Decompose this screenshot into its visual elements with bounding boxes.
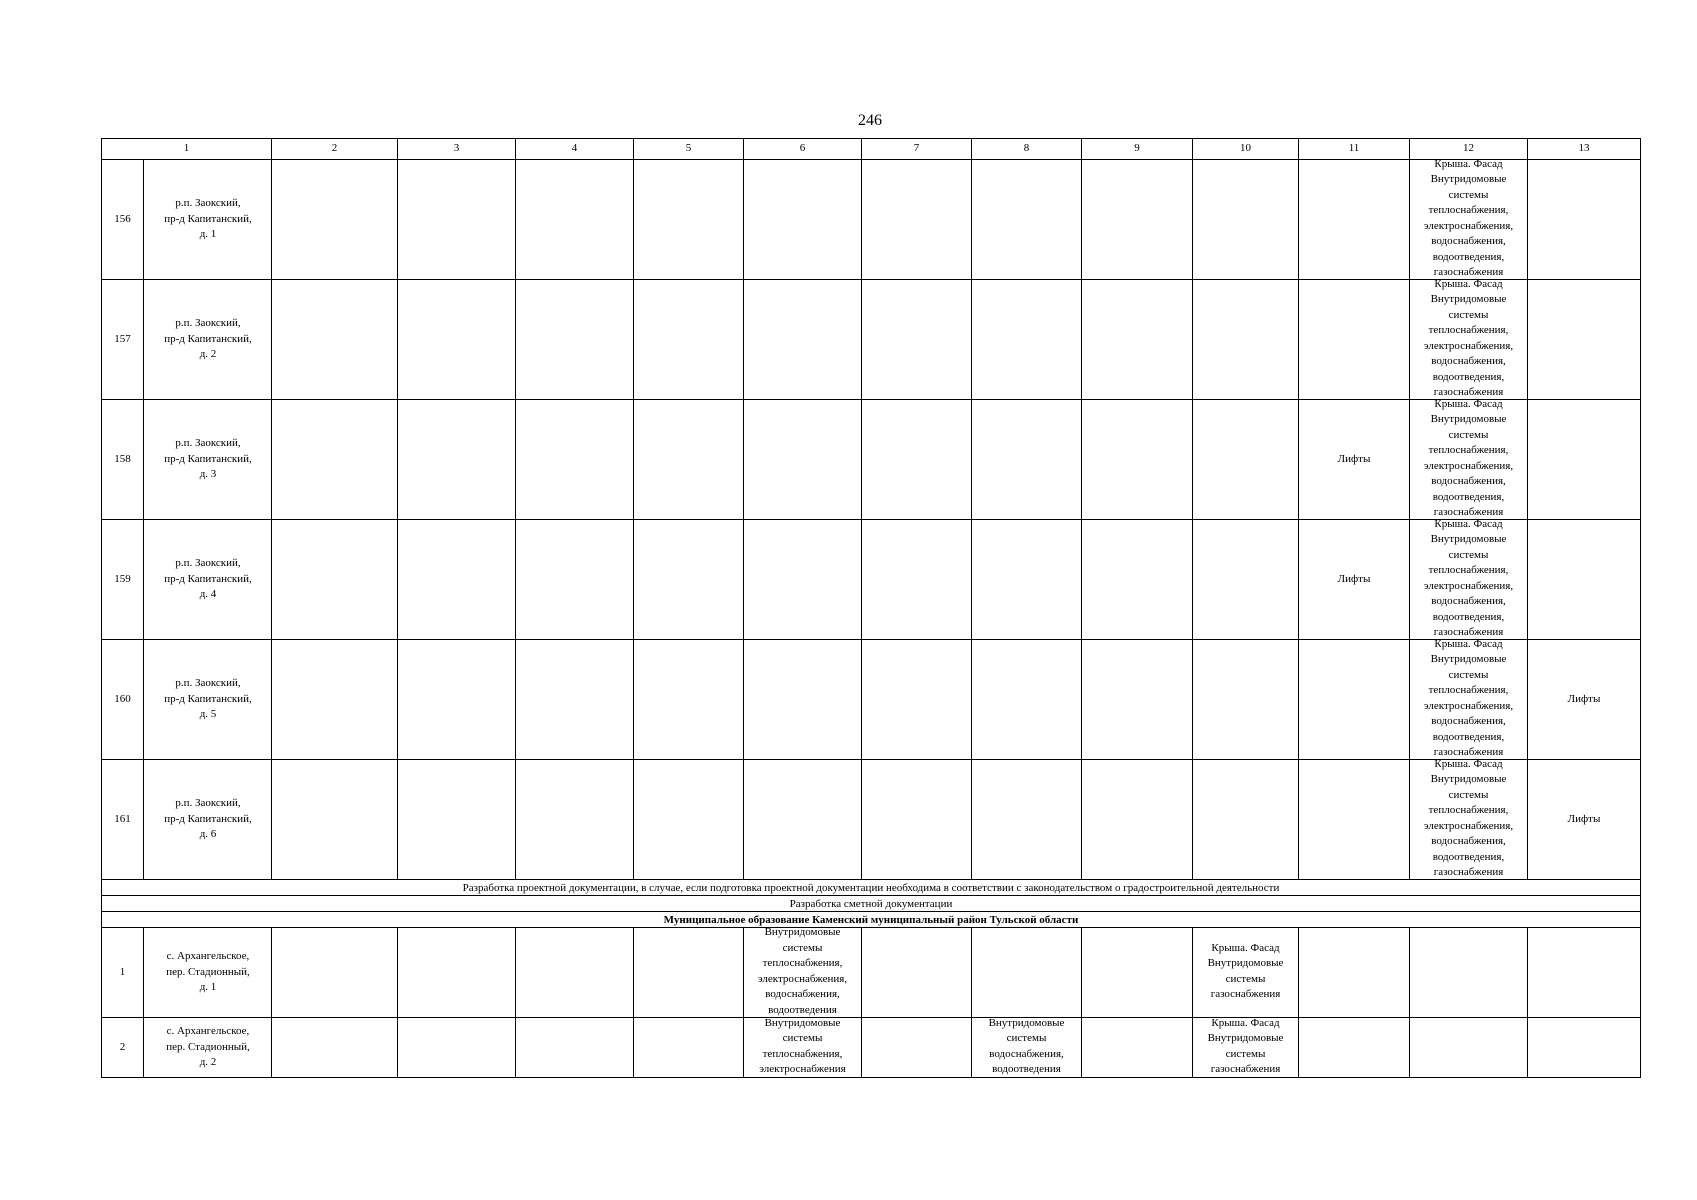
address-cell — [144, 640, 272, 760]
row-number: 156 — [102, 160, 144, 280]
address-cell — [144, 520, 272, 640]
column-number-11: 11 — [1299, 139, 1410, 160]
cell-col-7 — [862, 928, 972, 1018]
cell-col-2 — [272, 400, 398, 520]
table-row — [102, 280, 1641, 400]
section-band-row — [102, 912, 1641, 928]
address-line: д. 3 — [199, 468, 217, 481]
cell-line: Крыша. Фасад — [1434, 159, 1503, 170]
cell-col-6 — [744, 760, 862, 880]
cell-line: Крыша. Фасад — [1434, 759, 1503, 770]
cell-line: Внутридомовые — [1207, 957, 1284, 969]
cell-col-7 — [862, 1018, 972, 1078]
cell-col-6 — [744, 640, 862, 760]
cell-col-11 — [1299, 928, 1410, 1018]
cell-line: Внутридомовые — [1430, 293, 1507, 305]
cell-col-13 — [1528, 928, 1641, 1018]
cell-col-10 — [1193, 928, 1299, 1018]
cell-line: системы — [782, 1032, 823, 1044]
column-number-8: 8 — [972, 139, 1082, 160]
column-number-1: 1 — [102, 139, 272, 160]
cell-line: водоотведения, — [1432, 850, 1505, 863]
cell-line: теплоснабжения, — [1428, 204, 1509, 216]
address-line: д. 1 — [199, 981, 217, 994]
address-cell — [144, 400, 272, 520]
cell-line: газоснабжения — [1433, 506, 1504, 518]
cell-col-12 — [1410, 160, 1528, 280]
address-line: пр-д Капитанский, — [164, 332, 252, 345]
address-line: р.п. Заокский, — [175, 197, 241, 210]
cell-col-3 — [398, 928, 516, 1018]
cell-line: теплоснабжения, — [762, 957, 843, 969]
cell-col-10 — [1193, 640, 1299, 760]
cell-line: водоотведения — [992, 1063, 1061, 1075]
address-line: пр-д Капитанский, — [164, 572, 252, 585]
cell-col-10 — [1193, 1018, 1299, 1078]
cell-col-10 — [1193, 760, 1299, 880]
cell-line: теплоснабжения, — [762, 1047, 843, 1060]
cell-col-9 — [1082, 280, 1193, 400]
cell-line: Внутридомовые — [1207, 1032, 1284, 1044]
cell-col-3 — [398, 400, 516, 520]
cell-col-3 — [398, 520, 516, 640]
page-number: 246 — [858, 112, 882, 129]
cell-line: электроснабжения, — [1423, 699, 1514, 712]
cell-line: Внутридомовые — [1430, 653, 1507, 665]
cell-col-8 — [972, 760, 1082, 880]
cell-col-3 — [398, 760, 516, 880]
cell-col-5 — [634, 280, 744, 400]
cell-col-6 — [744, 280, 862, 400]
row-number: 159 — [102, 520, 144, 640]
works-list — [1193, 928, 1298, 1017]
cell-col-2 — [272, 280, 398, 400]
cell-col-8 — [972, 280, 1082, 400]
cell-col-10 — [1193, 280, 1299, 400]
cell-col-9 — [1082, 400, 1193, 520]
cell-line: газоснабжения — [1433, 266, 1504, 278]
cell-line: водоотведения, — [1432, 370, 1505, 383]
cell-col-4 — [516, 1018, 634, 1078]
table-row — [102, 1018, 1641, 1078]
cell-col-10 — [1193, 520, 1299, 640]
table-row — [102, 400, 1641, 520]
cell-line: водоснабжения, — [1431, 715, 1506, 727]
address-line: пр-д Капитанский, — [164, 452, 252, 465]
cell-line: системы — [1448, 188, 1489, 201]
cell-col-7 — [862, 280, 972, 400]
column-number-13: 13 — [1528, 139, 1641, 160]
cell-line: системы — [1448, 788, 1489, 801]
cell-col-12 — [1410, 280, 1528, 400]
cell-col-8 — [972, 400, 1082, 520]
cell-col-12 — [1410, 640, 1528, 760]
address-line: д. 1 — [199, 228, 217, 241]
column-number-10: 10 — [1193, 139, 1299, 160]
cell-line: теплоснабжения, — [1428, 564, 1509, 576]
column-number-7: 7 — [862, 139, 972, 160]
cell-col-6 — [744, 160, 862, 280]
cell-line: Внутридомовые — [988, 1017, 1065, 1029]
cell-col-11: Лифты — [1299, 400, 1410, 520]
cell-col-12 — [1410, 760, 1528, 880]
column-number-row — [102, 139, 1641, 160]
cell-line: водоснабжения, — [1431, 475, 1506, 487]
cell-line: водоснабжения, — [1431, 355, 1506, 367]
address-line: д. 6 — [199, 828, 217, 841]
cell-col-11 — [1299, 280, 1410, 400]
works-list — [744, 1018, 861, 1077]
cell-line: водоснабжения, — [1431, 835, 1506, 847]
cell-line: Крыша. Фасад — [1434, 639, 1503, 650]
cell-col-11 — [1299, 760, 1410, 880]
works-list — [1410, 520, 1527, 639]
cell-col-12 — [1410, 400, 1528, 520]
cell-col-2 — [272, 160, 398, 280]
cell-line: системы — [1448, 548, 1489, 561]
cell-line: водоснабжения, — [989, 1047, 1064, 1060]
row-number: 157 — [102, 280, 144, 400]
cell-col-12 — [1410, 928, 1528, 1018]
repair-schedule-table — [101, 138, 1641, 1078]
cell-line: Внутридомовые — [1430, 173, 1507, 185]
section-band-row — [102, 880, 1641, 896]
table-row — [102, 160, 1641, 280]
address-line: пер. Стадионный, — [166, 965, 250, 978]
cell-line: Внутридомовые — [1430, 773, 1507, 785]
cell-line: теплоснабжения, — [1428, 804, 1509, 816]
works-list — [1410, 640, 1527, 759]
cell-col-5 — [634, 520, 744, 640]
cell-col-11 — [1299, 160, 1410, 280]
cell-col-9 — [1082, 928, 1193, 1018]
column-number-3: 3 — [398, 139, 516, 160]
address-line: д. 2 — [199, 1056, 217, 1069]
cell-col-2 — [272, 760, 398, 880]
cell-col-2 — [272, 520, 398, 640]
row-number: 161 — [102, 760, 144, 880]
address-line: д. 5 — [199, 708, 217, 721]
address-cell — [144, 928, 272, 1018]
address-line: р.п. Заокский, — [175, 437, 241, 450]
works-list — [1410, 400, 1527, 519]
address-line: р.п. Заокский, — [175, 557, 241, 570]
table-body — [102, 139, 1641, 1078]
column-number-6: 6 — [744, 139, 862, 160]
cell-line: Внутридомовые — [764, 1017, 841, 1029]
section-band-row — [102, 896, 1641, 912]
cell-col-7 — [862, 760, 972, 880]
cell-line: системы — [1006, 1032, 1047, 1044]
cell-line: водоснабжения, — [1431, 595, 1506, 607]
cell-col-4 — [516, 520, 634, 640]
column-number-2: 2 — [272, 139, 398, 160]
cell-col-2 — [272, 1018, 398, 1078]
cell-col-6 — [744, 1018, 862, 1078]
cell-col-8 — [972, 160, 1082, 280]
cell-col-8 — [972, 1018, 1082, 1078]
cell-line: электроснабжения, — [1423, 459, 1514, 472]
cell-line: водоотведения, — [1432, 250, 1505, 263]
cell-line: водоснабжения, — [1431, 235, 1506, 247]
cell-line: электроснабжения, — [1423, 579, 1514, 592]
cell-col-13: Лифты — [1528, 760, 1641, 880]
table-row — [102, 640, 1641, 760]
works-list — [972, 1018, 1081, 1077]
cell-line: водоотведения, — [1432, 730, 1505, 743]
section-band: Муниципальное образование Каменский муниципальный район Тульской области — [102, 912, 1641, 928]
cell-col-3 — [398, 1018, 516, 1078]
cell-col-9 — [1082, 160, 1193, 280]
cell-col-5 — [634, 400, 744, 520]
cell-line: Крыша. Фасад — [1211, 1017, 1280, 1029]
table-row — [102, 928, 1641, 1018]
address-cell — [144, 1018, 272, 1078]
works-list — [744, 928, 861, 1017]
cell-col-2 — [272, 928, 398, 1018]
cell-col-13: Лифты — [1528, 640, 1641, 760]
cell-col-4 — [516, 160, 634, 280]
works-list — [1410, 160, 1527, 279]
cell-col-2 — [272, 640, 398, 760]
section-band: Разработка проектной документации, в случае, если подготовка проектной документации необходима в соответствии с законодательством о градостроительной деятельности — [102, 880, 1641, 896]
address-line: р.п. Заокский, — [175, 317, 241, 330]
cell-col-4 — [516, 760, 634, 880]
cell-col-7 — [862, 640, 972, 760]
cell-line: системы — [1225, 972, 1266, 985]
cell-col-13 — [1528, 520, 1641, 640]
table-row — [102, 520, 1641, 640]
cell-col-13 — [1528, 280, 1641, 400]
cell-col-10 — [1193, 160, 1299, 280]
row-number: 2 — [102, 1018, 144, 1078]
cell-col-8 — [972, 928, 1082, 1018]
address-line: д. 4 — [199, 588, 217, 601]
cell-line: Внутридомовые — [764, 927, 841, 938]
cell-line: водоотведения, — [1432, 610, 1505, 623]
cell-col-7 — [862, 400, 972, 520]
cell-col-4 — [516, 928, 634, 1018]
address-cell — [144, 280, 272, 400]
cell-col-5 — [634, 640, 744, 760]
cell-col-4 — [516, 640, 634, 760]
cell-col-5 — [634, 928, 744, 1018]
cell-col-13 — [1528, 1018, 1641, 1078]
address-line: с. Архангельское, — [166, 950, 250, 963]
cell-line: электроснабжения — [759, 1063, 846, 1075]
address-line: с. Архангельское, — [166, 1025, 250, 1038]
cell-line: Внутридомовые — [1430, 413, 1507, 425]
cell-line: электроснабжения, — [757, 972, 848, 985]
cell-col-10 — [1193, 400, 1299, 520]
cell-line: системы — [1448, 308, 1489, 321]
cell-line: Внутридомовые — [1430, 533, 1507, 545]
cell-line: газоснабжения — [1210, 1063, 1281, 1075]
address-line: р.п. Заокский, — [175, 677, 241, 690]
column-number-9: 9 — [1082, 139, 1193, 160]
works-list — [1410, 760, 1527, 879]
cell-line: электроснабжения, — [1423, 219, 1514, 232]
cell-line: газоснабжения — [1433, 866, 1504, 878]
table-row — [102, 760, 1641, 880]
cell-line: системы — [1225, 1047, 1266, 1060]
address-line: пр-д Капитанский, — [164, 212, 252, 225]
cell-col-4 — [516, 400, 634, 520]
cell-line: водоотведения, — [1432, 490, 1505, 503]
cell-col-7 — [862, 520, 972, 640]
cell-line: теплоснабжения, — [1428, 324, 1509, 336]
cell-line: водоотведения — [768, 1003, 837, 1016]
cell-col-11: Лифты — [1299, 520, 1410, 640]
cell-line: системы — [782, 941, 823, 954]
works-list — [1193, 1018, 1298, 1077]
row-number: 158 — [102, 400, 144, 520]
cell-col-9 — [1082, 640, 1193, 760]
cell-col-5 — [634, 1018, 744, 1078]
column-number-12: 12 — [1410, 139, 1528, 160]
row-number: 1 — [102, 928, 144, 1018]
address-cell — [144, 760, 272, 880]
cell-line: газоснабжения — [1433, 626, 1504, 638]
cell-col-12 — [1410, 520, 1528, 640]
address-line: пер. Стадионный, — [166, 1040, 250, 1053]
address-line: р.п. Заокский, — [175, 797, 241, 810]
address-cell — [144, 160, 272, 280]
cell-line: Крыша. Фасад — [1434, 279, 1503, 290]
cell-line: газоснабжения — [1433, 746, 1504, 758]
cell-col-4 — [516, 280, 634, 400]
cell-col-13 — [1528, 400, 1641, 520]
column-number-5: 5 — [634, 139, 744, 160]
cell-col-8 — [972, 520, 1082, 640]
cell-line: электроснабжения, — [1423, 339, 1514, 352]
cell-line: электроснабжения, — [1423, 819, 1514, 832]
cell-line: Крыша. Фасад — [1434, 519, 1503, 530]
cell-line: теплоснабжения, — [1428, 444, 1509, 456]
cell-col-12 — [1410, 1018, 1528, 1078]
cell-col-6 — [744, 400, 862, 520]
cell-col-9 — [1082, 1018, 1193, 1078]
cell-line: Крыша. Фасад — [1434, 399, 1503, 410]
cell-line: системы — [1448, 428, 1489, 441]
cell-col-8 — [972, 640, 1082, 760]
column-number-4: 4 — [516, 139, 634, 160]
cell-line: Крыша. Фасад — [1211, 941, 1280, 954]
row-number: 160 — [102, 640, 144, 760]
section-band: Разработка сметной документации — [102, 896, 1641, 912]
cell-col-3 — [398, 640, 516, 760]
address-line: д. 2 — [199, 348, 217, 361]
cell-col-11 — [1299, 1018, 1410, 1078]
cell-line: теплоснабжения, — [1428, 684, 1509, 696]
cell-col-11 — [1299, 640, 1410, 760]
cell-line: водоснабжения, — [765, 988, 840, 1000]
address-line: пр-д Капитанский, — [164, 812, 252, 825]
cell-col-5 — [634, 760, 744, 880]
cell-col-9 — [1082, 760, 1193, 880]
works-list — [1410, 280, 1527, 399]
cell-col-5 — [634, 160, 744, 280]
cell-line: газоснабжения — [1210, 988, 1281, 1000]
cell-col-7 — [862, 160, 972, 280]
cell-col-13 — [1528, 160, 1641, 280]
address-line: пр-д Капитанский, — [164, 692, 252, 705]
cell-line: системы — [1448, 668, 1489, 681]
cell-col-3 — [398, 160, 516, 280]
cell-col-3 — [398, 280, 516, 400]
cell-col-6 — [744, 928, 862, 1018]
cell-line: газоснабжения — [1433, 386, 1504, 398]
cell-col-9 — [1082, 520, 1193, 640]
cell-col-6 — [744, 520, 862, 640]
